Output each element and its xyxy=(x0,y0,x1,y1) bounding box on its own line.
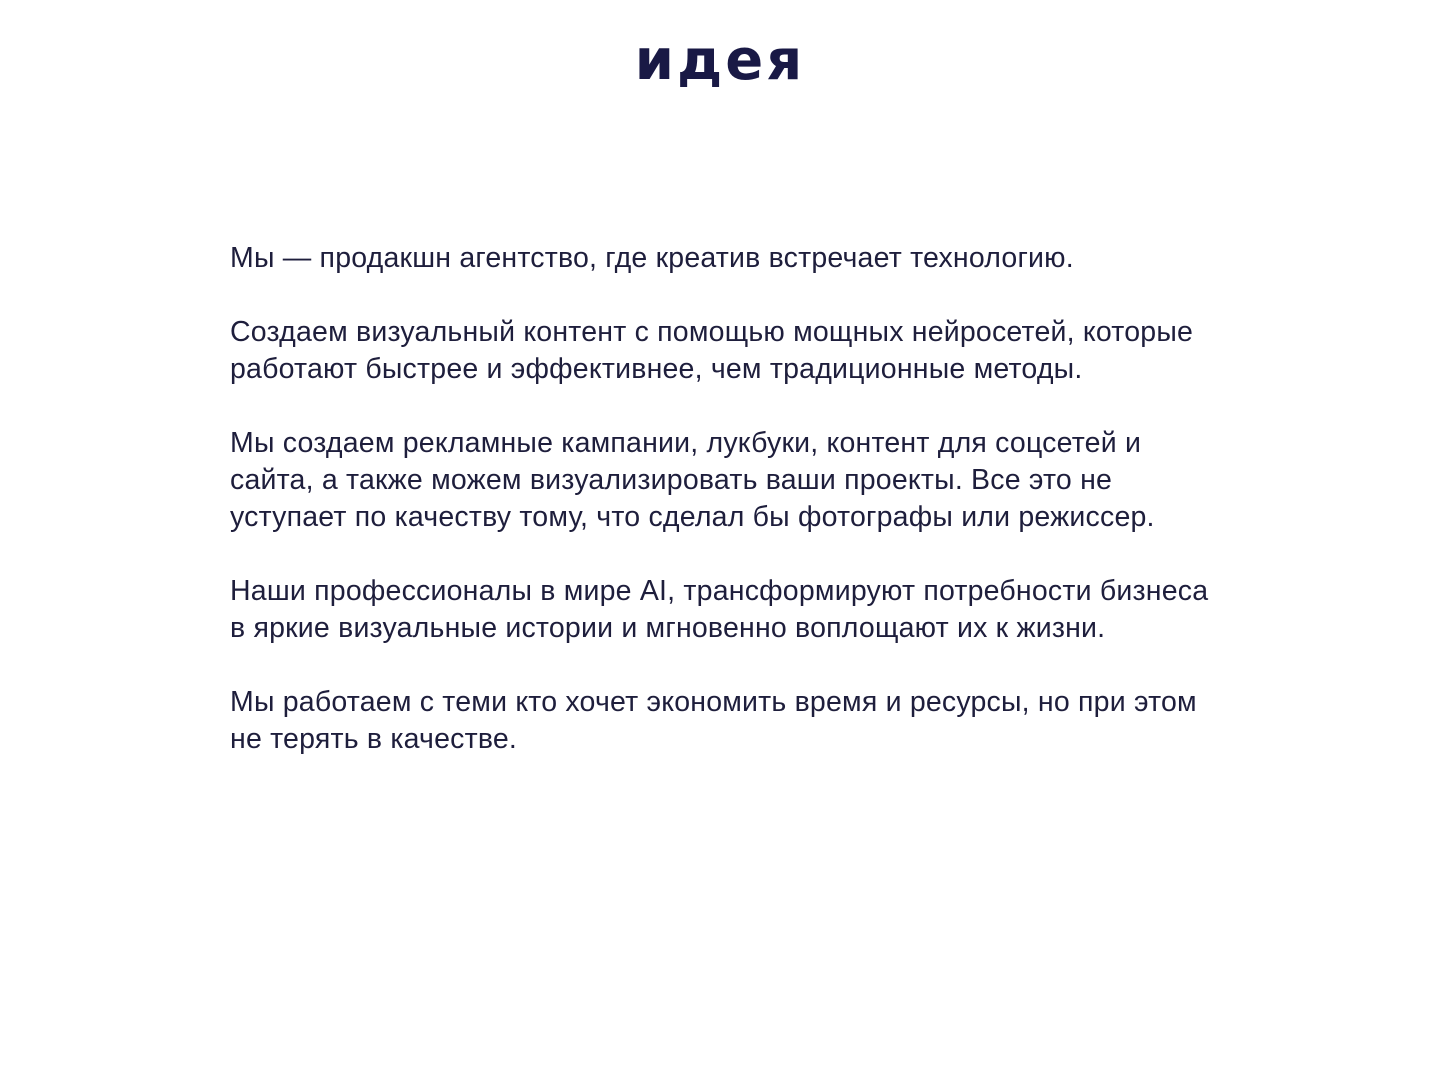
paragraph-intro: Мы — продакшн агентство, где креатив встречает технологию. xyxy=(230,242,1074,274)
paragraph-campaigns: Мы создаем рекламные кампании, лукбуки, контент для соцсетей и сайта, а также можем визуализировать ваши проекты. Все это не уступает по качеству тому, что сделал бы фотографы или режиссер. xyxy=(230,427,1155,533)
paragraph-clients: Мы работаем с теми кто хочет экономить время и ресурсы, но при этом не терять в качестве. xyxy=(230,686,1197,755)
paragraph-professionals: Наши профессионалы в мире AI, трансформируют потребности бизнеса в яркие визуальные истории и мгновенно воплощают их к жизни. xyxy=(230,575,1209,644)
body-text-block xyxy=(230,240,1220,758)
page-title: идея xyxy=(634,28,806,93)
paragraph-create-content: Создаем визуальный контент с помощью мощных нейросетей, которые работают быстрее и эффективнее, чем традиционные методы. xyxy=(230,316,1194,385)
